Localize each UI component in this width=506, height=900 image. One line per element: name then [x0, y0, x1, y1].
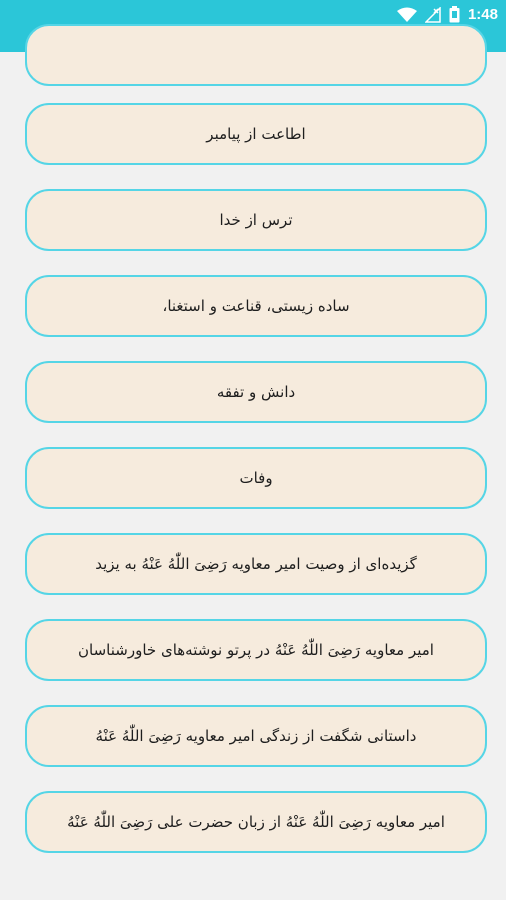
list-item-label: امیر معاویه رَضِیَ اللّٰهُ عَنْهُ در پرتو نوشته‌های خاورشناسان: [78, 641, 434, 659]
status-icons: [397, 6, 498, 23]
list-item-label: ساده زیستی، قناعت و استغنا،: [162, 297, 350, 315]
list-item[interactable]: [25, 103, 487, 165]
list-item-label: داستانی شگفت از زندگی امیر معاویه رَضِیَ اللّٰهُ عَنْهُ: [95, 727, 417, 745]
list-item[interactable]: [25, 189, 487, 251]
list-item-label: امیر معاویه رَضِیَ اللّٰهُ عَنْهُ از زبان حضرت علی رَضِیَ اللّٰهُ عَنْهُ: [67, 813, 445, 831]
battery-icon: [449, 6, 460, 23]
list-item[interactable]: [25, 447, 487, 509]
list-item[interactable]: [25, 705, 487, 767]
list-item[interactable]: [25, 361, 487, 423]
list-item-label: اطاعت از پیامبر: [206, 125, 306, 143]
list-item[interactable]: [25, 24, 487, 86]
list-item[interactable]: [25, 791, 487, 853]
list-item[interactable]: [25, 533, 487, 595]
list-item[interactable]: [25, 275, 487, 337]
list-item-label: وفات: [239, 469, 273, 487]
list-item[interactable]: [25, 619, 487, 681]
wifi-icon: [397, 7, 417, 23]
signal-icon: [425, 7, 441, 23]
list-item-label: ترس از خدا: [219, 211, 293, 229]
list-item-label: گزیده‌ای از وصیت امیر معاویه رَضِیَ اللّٰهُ عَنْهُ به یزید: [95, 555, 417, 573]
status-time: 1:48: [467, 6, 498, 23]
list-item-label: دانش و تفقه: [216, 383, 296, 401]
